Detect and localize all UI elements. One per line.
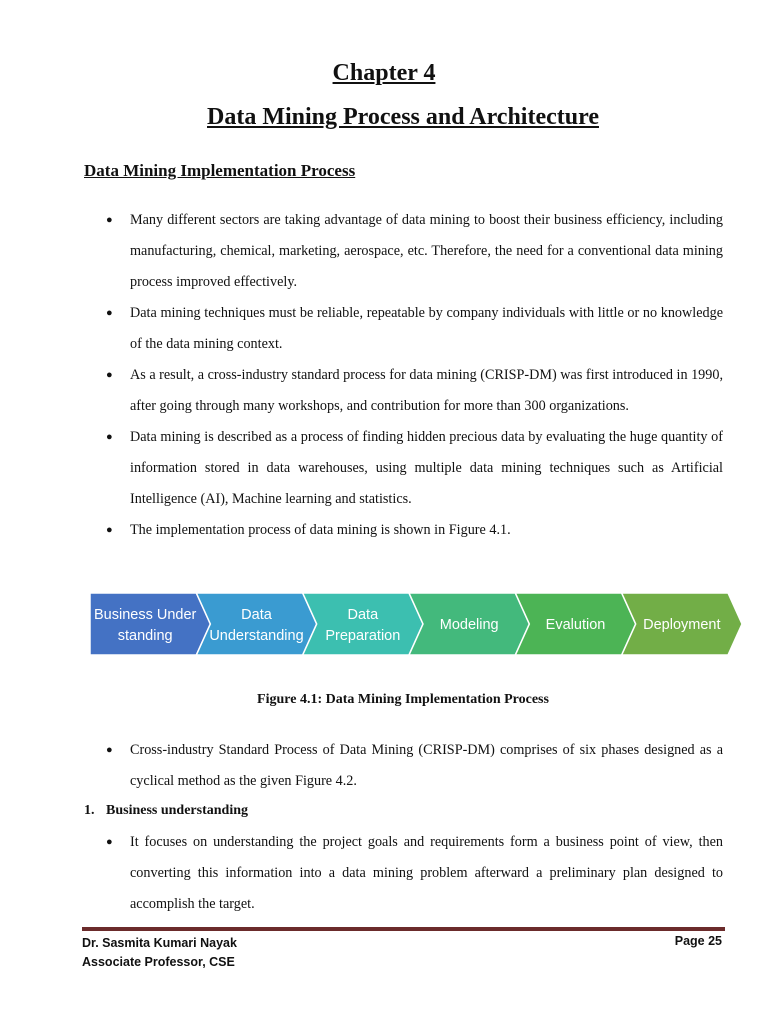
bullet-icon: ● bbox=[106, 369, 113, 381]
list-item bbox=[84, 422, 723, 515]
process-step-5-label: Evalution bbox=[545, 617, 606, 633]
list-item-text: Cross-industry Standard Process of Data Mining (CRISP-DM) comprises of six phases designed as a cyclical method as the given Figure 4.2. bbox=[130, 742, 723, 789]
list-item-text: As a result, a cross-industry standard process for data mining (CRISP-DM) was first introduced in 1990, after going through many workshops, and contribution for more than 300 organizations. bbox=[130, 367, 724, 414]
list-item-text: Data mining techniques must be reliable, repeatable by company individuals with little or no knowledge of the data mining context. bbox=[130, 305, 723, 352]
process-flow-svg bbox=[90, 593, 742, 655]
bullet-list-intro bbox=[84, 205, 723, 546]
bullet-icon: ● bbox=[106, 214, 113, 226]
list-item-text: Many different sectors are taking advantage of data mining to boost their business efficiency, including manufacturing, chemical, marketing, aerospace, etc. Therefore, the need for a conventional data mining process improved effectively. bbox=[130, 212, 723, 290]
list-item bbox=[84, 205, 723, 298]
footer-rule bbox=[82, 927, 725, 931]
list-item-text: The implementation process of data mining is shown in Figure 4.1. bbox=[130, 522, 511, 538]
process-step-6-label: Deployment bbox=[643, 617, 721, 633]
process-step-4-label: Modeling bbox=[439, 617, 499, 633]
page-title: Data Mining Process and Architecture bbox=[207, 104, 599, 130]
process-flow-diagram bbox=[90, 593, 742, 655]
list-item bbox=[84, 735, 723, 797]
bullet-icon: ● bbox=[106, 524, 113, 536]
process-step-1 bbox=[90, 593, 210, 655]
bullet-list-business bbox=[84, 827, 723, 920]
list-item bbox=[84, 298, 723, 360]
figure-caption: Figure 4.1: Data Mining Implementation Process bbox=[257, 692, 549, 707]
heading-text: Business understanding bbox=[106, 803, 249, 818]
section-heading: Data Mining Implementation Process bbox=[84, 161, 356, 180]
process-step-2-label: Understanding bbox=[209, 628, 304, 644]
bullet-icon: ● bbox=[106, 307, 113, 319]
heading-number: 1. bbox=[84, 803, 95, 818]
list-item-text: It focuses on understanding the project goals and requirements form a business point of view, then converting this information into a data mining problem afterward a preliminary plan designed to accomplish the target. bbox=[130, 834, 723, 912]
process-step-1-label: standing bbox=[117, 628, 173, 644]
process-step-3-label: Preparation bbox=[325, 628, 401, 644]
process-step-2 bbox=[196, 593, 316, 655]
process-step-1-label: Business Under bbox=[93, 607, 197, 623]
bullet-icon: ● bbox=[106, 836, 113, 848]
footer-position: Associate Professor, CSE bbox=[82, 955, 235, 969]
footer-author-block bbox=[82, 934, 237, 972]
bullet-icon: ● bbox=[106, 431, 113, 443]
process-step-3-label: Data bbox=[347, 607, 379, 623]
process-step-2-label: Data bbox=[241, 607, 272, 623]
page-number: Page 25 bbox=[674, 934, 722, 948]
list-item bbox=[84, 515, 723, 546]
process-step-3 bbox=[303, 593, 423, 655]
list-item-text: Data mining is described as a process of finding hidden precious data by evaluating the huge quantity of information stored in data warehouses, using multiple data mining techniques such as Artificial Intelligence (AI), Machine learning and statistics. bbox=[130, 429, 723, 507]
bullet-icon: ● bbox=[106, 744, 113, 756]
numbered-heading bbox=[84, 803, 248, 819]
footer-author: Dr. Sasmita Kumari Nayak bbox=[82, 936, 237, 950]
bullet-list-crisp bbox=[84, 735, 723, 797]
list-item bbox=[84, 827, 723, 920]
chapter-label: Chapter 4 bbox=[332, 60, 436, 86]
list-item bbox=[84, 360, 723, 422]
